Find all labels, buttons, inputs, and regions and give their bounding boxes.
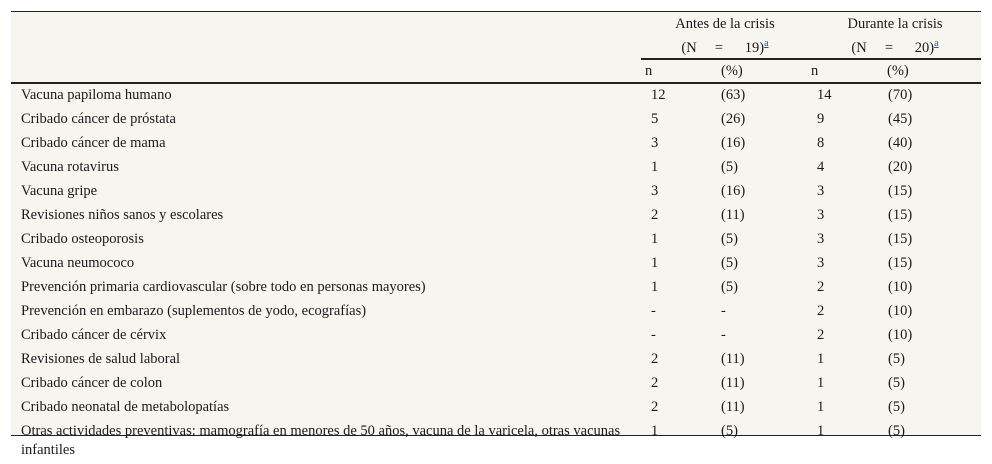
- cell-n-before: 1: [651, 255, 659, 271]
- subheader-empty-cell: [11, 59, 641, 83]
- cell-pct-before: (16): [721, 183, 746, 199]
- subheader-pct-before: (%): [721, 59, 809, 83]
- n-equals: =: [714, 39, 724, 56]
- n-label: (N: [851, 39, 867, 56]
- group-n-during: [809, 34, 981, 58]
- subheader-pct-during: (%): [885, 59, 981, 83]
- cell-pct-during: (70): [888, 87, 913, 103]
- cell-pct-before: (63): [721, 87, 746, 103]
- cell-n-during: 3: [817, 207, 825, 223]
- cell-n-during: 3: [817, 255, 825, 271]
- cell-pct-before: (11): [721, 351, 745, 367]
- subheader-n-before: n: [641, 59, 721, 83]
- cell-pct-before: -: [721, 303, 726, 319]
- cell-n-during: 14: [817, 87, 832, 103]
- group-header-before: [641, 12, 809, 59]
- row-label: Otras actividades preventivas: mamografía en menores de 50 años, vacuna de la varicela, otras vacunas infantiles: [21, 423, 621, 458]
- table-row: [11, 83, 981, 108]
- row-label: Vacuna neumococo: [21, 255, 135, 271]
- cell-n-before: -: [651, 327, 656, 343]
- row-label: Vacuna gripe: [21, 183, 98, 199]
- cell-n-during: 3: [817, 231, 825, 247]
- row-label: Revisiones de salud laboral: [21, 351, 181, 367]
- group-title-during: Durante la crisis: [847, 15, 943, 32]
- table-row: [11, 300, 981, 324]
- cell-n-before: 12: [651, 87, 666, 103]
- table-row: [11, 228, 981, 252]
- row-label: Prevención primaria cardiovascular (sobre todo en personas mayores): [21, 279, 426, 295]
- group-n-before: [641, 34, 809, 58]
- cell-n-during: 9: [817, 111, 825, 127]
- table-row: [11, 396, 981, 420]
- cell-n-before: 2: [651, 351, 659, 367]
- cell-pct-before: (5): [721, 279, 738, 295]
- cell-pct-during: (15): [888, 183, 913, 199]
- cell-pct-during: (15): [888, 231, 913, 247]
- cell-n-during: 1: [817, 351, 825, 367]
- cell-pct-before: (11): [721, 375, 745, 391]
- table-row: [11, 372, 981, 396]
- cell-n-before: 2: [651, 207, 659, 223]
- cell-pct-before: (11): [721, 399, 745, 415]
- row-label: Cribado cáncer de colon: [21, 375, 163, 391]
- table-row: [11, 252, 981, 276]
- row-label: Cribado cáncer de mama: [21, 135, 166, 151]
- row-label: Cribado neonatal de metabolopatías: [21, 399, 230, 415]
- cell-pct-before: (5): [721, 231, 738, 247]
- cell-n-during: 1: [817, 375, 825, 391]
- table-body: [11, 83, 981, 464]
- cell-pct-during: (5): [888, 375, 905, 391]
- cell-pct-before: (16): [721, 135, 746, 151]
- cell-n-during: 2: [817, 327, 825, 343]
- cell-n-during: 1: [817, 423, 825, 439]
- row-label: Prevención en embarazo (suplementos de yodo, ecografías): [21, 303, 367, 319]
- cell-pct-during: (5): [888, 423, 905, 439]
- row-label: Revisiones niños sanos y escolares: [21, 207, 224, 223]
- table-row: [11, 108, 981, 132]
- cell-pct-during: (5): [888, 351, 905, 367]
- cell-n-during: 2: [817, 279, 825, 295]
- n-label: (N: [681, 39, 697, 56]
- data-table-container: [11, 11, 981, 458]
- cell-n-during: 2: [817, 303, 825, 319]
- cell-pct-before: (5): [721, 159, 738, 175]
- cell-n-before: 2: [651, 375, 659, 391]
- table-row: [11, 156, 981, 180]
- table-row: [11, 132, 981, 156]
- cell-n-before: 1: [651, 423, 659, 439]
- table-row: [11, 324, 981, 348]
- cell-pct-before: (5): [721, 255, 738, 271]
- footnote-link[interactable]: a: [934, 37, 939, 49]
- subheader-n-during: n: [809, 59, 885, 83]
- n-value: 19): [744, 39, 765, 56]
- cell-n-during: 4: [817, 159, 825, 175]
- cell-pct-before: (11): [721, 207, 745, 223]
- cell-n-before: 1: [651, 231, 659, 247]
- cell-pct-during: (45): [888, 111, 913, 127]
- cell-n-during: 3: [817, 183, 825, 199]
- cell-pct-during: (20): [888, 159, 913, 175]
- n-value: 20): [914, 39, 935, 56]
- prevention-activities-table: [11, 12, 981, 464]
- cell-n-before: 3: [651, 135, 659, 151]
- cell-pct-before: (26): [721, 111, 746, 127]
- footnote-link[interactable]: a: [764, 37, 769, 49]
- cell-pct-during: (10): [888, 327, 913, 343]
- cell-pct-before: (5): [721, 423, 738, 439]
- group-header-during: [809, 12, 981, 59]
- cell-pct-during: (5): [888, 399, 905, 415]
- cell-n-before: 2: [651, 399, 659, 415]
- cell-pct-during: (15): [888, 207, 913, 223]
- n-equals: =: [884, 39, 894, 56]
- cell-n-before: 3: [651, 183, 659, 199]
- cell-pct-during: (10): [888, 303, 913, 319]
- table-row: [11, 180, 981, 204]
- group-title-before: Antes de la crisis: [675, 15, 775, 32]
- cell-n-before: 5: [651, 111, 659, 127]
- table-row: [11, 420, 981, 464]
- row-label: Vacuna papiloma humano: [21, 87, 172, 103]
- row-label: Vacuna rotavirus: [21, 159, 119, 175]
- cell-n-before: 1: [651, 159, 659, 175]
- table-row: [11, 348, 981, 372]
- cell-pct-during: (40): [888, 135, 913, 151]
- cell-pct-during: (15): [888, 255, 913, 271]
- header-empty-cell: [11, 12, 641, 59]
- table-row: [11, 276, 981, 300]
- row-label: Cribado cáncer de cérvix: [21, 327, 167, 343]
- cell-pct-before: -: [721, 327, 726, 343]
- table-row: [11, 204, 981, 228]
- cell-n-during: 1: [817, 399, 825, 415]
- cell-n-before: 1: [651, 279, 659, 295]
- row-label: Cribado osteoporosis: [21, 231, 144, 247]
- cell-pct-during: (10): [888, 279, 913, 295]
- cell-n-during: 8: [817, 135, 825, 151]
- cell-n-before: -: [651, 303, 656, 319]
- row-label: Cribado cáncer de próstata: [21, 111, 176, 127]
